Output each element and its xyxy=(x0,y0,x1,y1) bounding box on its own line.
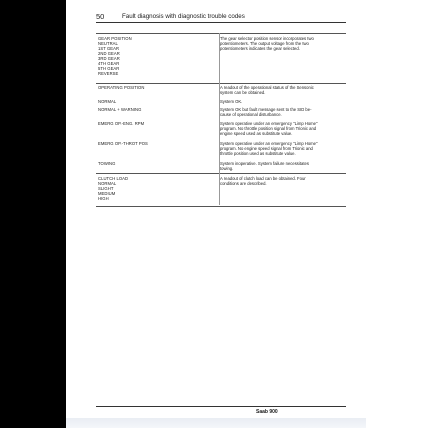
clutch-item: MEDIUM xyxy=(98,191,116,196)
description-line: towing. xyxy=(220,166,234,171)
description-line: System operative under an emergency "Limp Home" xyxy=(220,141,318,146)
gear-item: GEAR POSITION xyxy=(98,36,132,41)
description-line: cause of operational disturbance. xyxy=(220,112,282,117)
clutch-item: CLUTCH LOAD xyxy=(98,176,129,181)
mode-emerg-eng-rpm-description xyxy=(220,121,317,136)
mode-normal-warning-description xyxy=(220,107,311,117)
scan-border-bottom xyxy=(66,418,366,428)
manual-page xyxy=(66,0,366,418)
mode-normal-warning: NORMAL + WARNING xyxy=(98,107,142,112)
clutch-item: SLIGHT xyxy=(98,186,114,191)
mode-towing-description xyxy=(220,161,309,171)
page-header xyxy=(96,10,346,23)
footer-rule xyxy=(96,406,346,407)
gear-position-list xyxy=(98,36,216,76)
gear-item: NEUTRAL xyxy=(98,41,118,46)
gear-item: 3RD GEAR xyxy=(98,56,120,61)
mode-towing: TOWING xyxy=(98,161,116,166)
clutch-item: HIGH xyxy=(98,196,109,201)
gear-item: 5TH GEAR xyxy=(98,66,120,71)
column-divider xyxy=(219,33,220,205)
mode-emerg-eng-rpm: EMERG OP.-ENG. RPM xyxy=(98,121,145,126)
description-line: potentiometers. The output voltage from the two xyxy=(220,41,309,46)
clutch-load-row xyxy=(96,173,346,207)
chapter-title: Fault diagnosis with diagnostic trouble codes xyxy=(122,13,245,20)
description-line: A readout of clutch load can be obtained. Four xyxy=(220,176,306,181)
description-line: throttle position used as substitute value. xyxy=(220,151,296,156)
clutch-item: NORMAL xyxy=(98,181,117,186)
gear-position-description xyxy=(220,36,344,51)
operating-position-description xyxy=(220,85,314,95)
scan-border-left xyxy=(0,0,66,428)
mode-normal: NORMAL xyxy=(98,99,117,104)
description-line: potentiometers indicates the gear selected. xyxy=(220,46,300,51)
description-line: The gear selector position sensor incorporates two xyxy=(220,36,314,41)
gear-item: 2ND GEAR xyxy=(98,51,120,56)
description-line: program. No throttle position signal from Trionic and xyxy=(220,126,317,131)
description-line: program. No engine speed signal from Trionic and xyxy=(220,146,313,151)
description-line: System operative under an emergency "Limp Home" xyxy=(220,121,318,126)
footer-model-name: Saab 900 xyxy=(256,409,278,415)
gear-item: 4TH GEAR xyxy=(98,61,120,66)
page-number: 50 xyxy=(96,12,105,21)
description-line: system can be obtained. xyxy=(220,90,266,95)
mode-emerg-throt-pos: EMERG OP.-THROT POS xyxy=(98,141,148,146)
operating-position-row xyxy=(96,83,346,174)
description-line: System OK but fault message sent to the SID be- xyxy=(220,107,312,112)
description-line: System inoperative. System failure necessitates xyxy=(220,161,309,166)
gear-position-row xyxy=(96,33,346,84)
operating-position-heading: OPERATING POSITION xyxy=(98,85,145,90)
description-line: engine speed used as substitute value. xyxy=(220,131,293,136)
description-line: conditions are described. xyxy=(220,181,267,186)
gear-item: REVERSE xyxy=(98,71,119,76)
gear-item: 1ST GEAR xyxy=(98,46,120,51)
description-line: System OK. xyxy=(220,99,243,104)
mode-emerg-throt-pos-description xyxy=(220,141,317,156)
clutch-load-description xyxy=(220,176,344,186)
clutch-load-list xyxy=(98,176,216,201)
mode-normal-description xyxy=(220,99,242,104)
description-line: A readout of the operational status of the Sensonic xyxy=(220,85,314,90)
scan-border-right xyxy=(366,0,428,428)
